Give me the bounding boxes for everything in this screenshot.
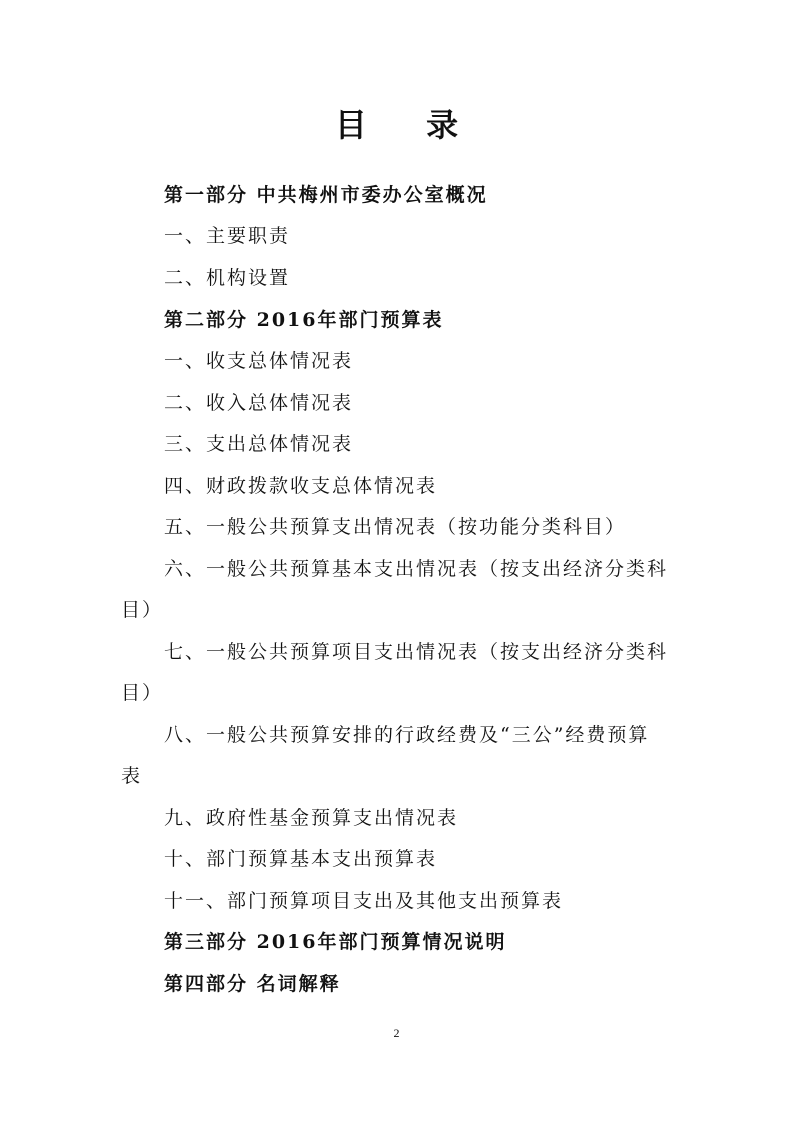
page-title: 目 录 xyxy=(334,106,483,144)
page-number: 2 xyxy=(393,1026,400,1040)
